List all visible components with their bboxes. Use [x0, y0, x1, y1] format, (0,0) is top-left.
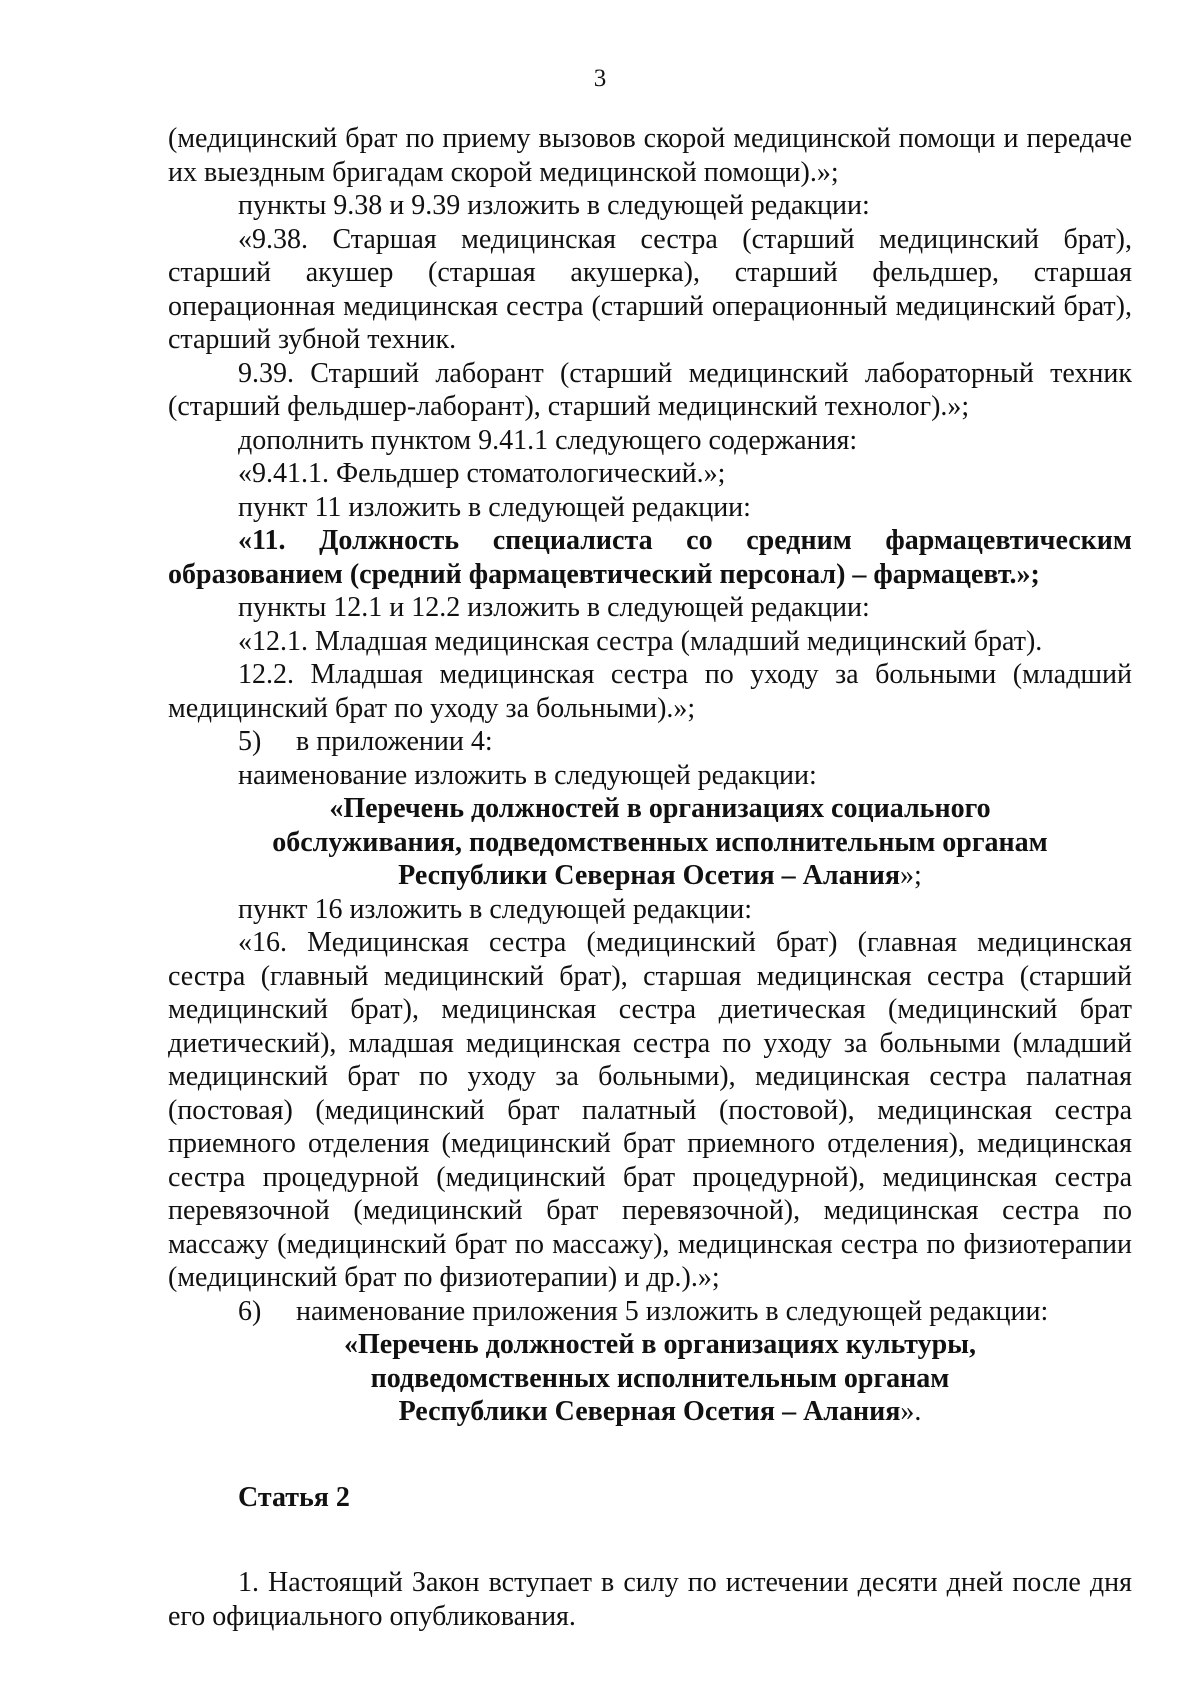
- paragraph-10: «12.1. Младшая медицинская сестра (младший медицинский брат).: [238, 625, 1043, 657]
- appendix-5-title: [168, 1328, 1132, 1429]
- appendix-4-title-tail: »;: [900, 860, 922, 891]
- appendix-5-title-line-2: подведомственных исполнительным органам: [370, 1362, 950, 1394]
- appendix-4-title-line-3: Республики Северная Осетия – Алания: [398, 860, 901, 891]
- article-2-heading: Статья 2: [238, 1481, 350, 1513]
- appendix-5-title-line-3: Республики Северная Осетия – Алания: [398, 1396, 901, 1427]
- appendix-5-title-line-1: «Перечень должностей в организациях культуры,: [344, 1329, 976, 1360]
- spacer: [168, 1429, 1132, 1481]
- paragraph-1: (медицинский брат по приему вызовов скорой медицинской помощи и передаче их выездным бригадам скорой медицинской помощи).»;: [168, 123, 1132, 188]
- appendix-5-title-tail: ».: [900, 1396, 922, 1427]
- paragraph-5: дополнить пунктом 9.41.1 следующего содержания:: [238, 424, 858, 456]
- document-body: [168, 122, 1132, 1633]
- paragraph-4: 9.39. Старший лаборант (старший медицинский лабораторный техник (старший фельдшер-лаборант), старший медицинский технолог).»;: [168, 357, 1132, 422]
- paragraph-15: 1. Настоящий Закон вступает в силу по истечении десяти дней после дня его официального опубликования.: [168, 1567, 1132, 1632]
- list-item-5: [168, 725, 1132, 759]
- paragraph-3: «9.38. Старшая медицинская сестра (старший медицинский брат), старший акушер (старшая акушерка), старший фельдшер, старшая операционная медицинская сестра (старший операционный медицинский брат), старший зубной техник.: [168, 223, 1132, 355]
- paragraph-13: пункт 16 изложить в следующей редакции:: [238, 893, 752, 925]
- spacer: [168, 1514, 1132, 1566]
- paragraph-6: «9.41.1. Фельдшер стоматологический.»;: [238, 458, 726, 489]
- paragraph-2: пункты 9.38 и 9.39 изложить в следующей редакции:: [238, 190, 870, 221]
- paragraph-12: наименование изложить в следующей редакции:: [238, 759, 817, 791]
- list-item-6-text: наименование приложения 5 изложить в следующей редакции:: [296, 1295, 1049, 1327]
- list-item-5-text: в приложении 4:: [296, 726, 493, 757]
- appendix-4-title-line-2: обслуживания, подведомственных исполнительным органам: [272, 826, 1048, 858]
- paragraph-8-bold: «11. Должность специалиста со средним фармацевтическим образованием (средний фармацевтический персонал) – фармацевт.»;: [168, 525, 1132, 590]
- paragraph-9: пункты 12.1 и 12.2 изложить в следующей редакции:: [238, 592, 870, 623]
- appendix-5-title-line-3-wrap: [188, 1395, 1132, 1429]
- appendix-4-title: [168, 792, 1132, 893]
- appendix-4-title-line-1: «Перечень должностей в организациях социального: [329, 793, 991, 824]
- paragraph-14: «16. Медицинская сестра (медицинский брат) (главная медицинская сестра (главный медицинский брат), старшая медицинская сестра (старший медицинский брат), медицинская сестра диетическая (медицинский брат диетический), младшая медицинская сестра по уходу за больными (младший медицинский брат по уходу за больными), медицинская сестра палатная (постовая) (медицинский брат палатный (постовой), медицинская сестра приемного отделения (медицинский брат приемного отделения), медицинская сестра процедурной (медицинский брат процедурной), медицинская сестра перевязочной (медицинский брат перевязочной), медицинская сестра по массажу (медицинский брат по массажу), медицинская сестра по физиотерапии (медицинский брат по физиотерапии) и др.).»;: [168, 927, 1132, 1293]
- page-number: 3: [593, 65, 607, 92]
- paragraph-11: 12.2. Младшая медицинская сестра по уходу за больными (младший медицинский брат по уходу за больными).»;: [168, 659, 1132, 724]
- list-item-6-number: 6): [238, 1295, 262, 1327]
- list-item-6: [168, 1295, 1132, 1329]
- list-item-5-number: 5): [238, 726, 262, 757]
- appendix-4-title-line-3-wrap: [188, 859, 1132, 893]
- paragraph-7: пункт 11 изложить в следующей редакции:: [238, 491, 751, 523]
